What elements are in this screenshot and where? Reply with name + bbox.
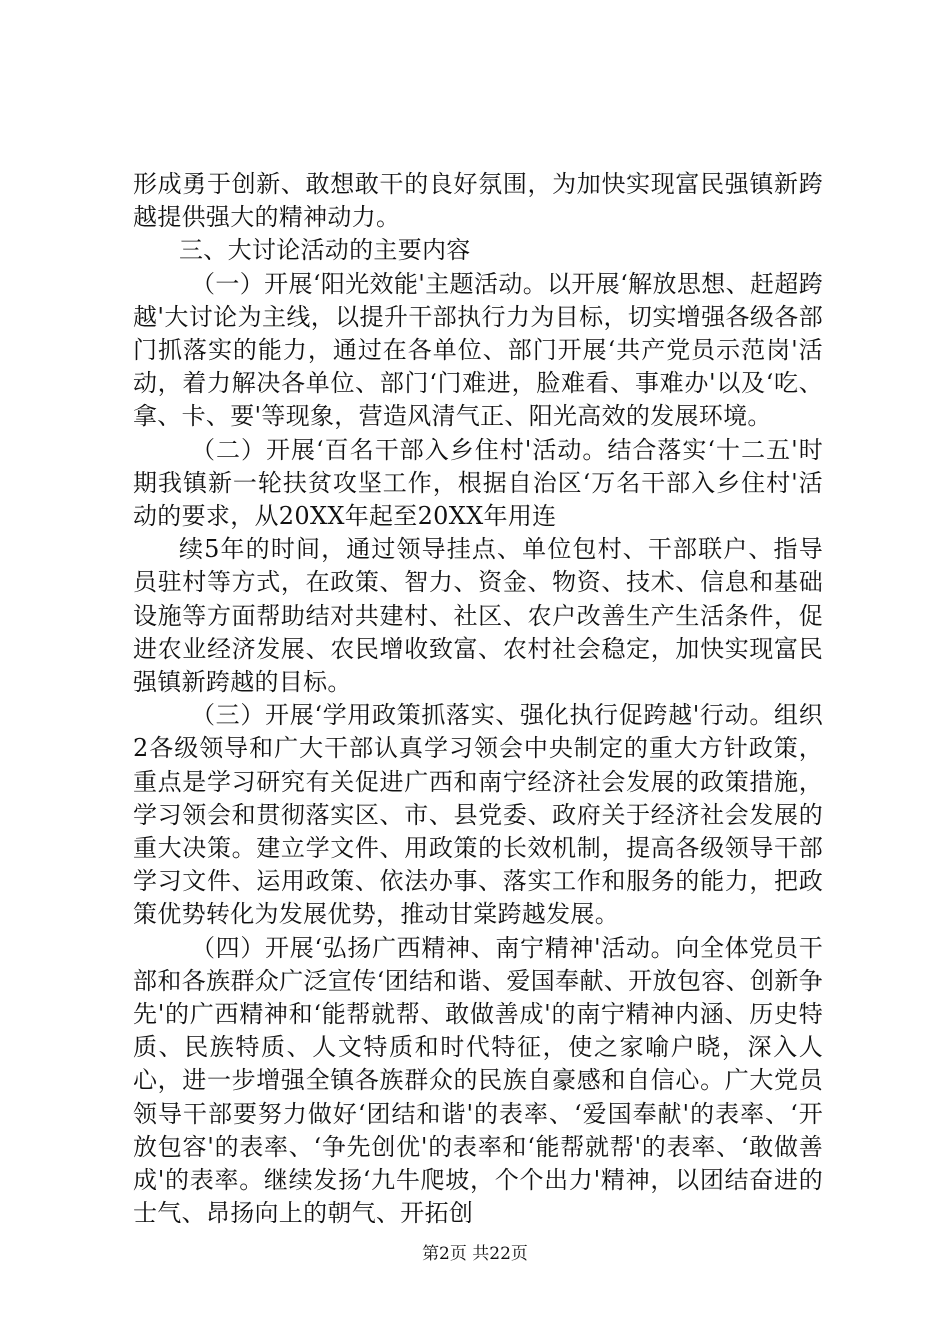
paragraph-continuation: 形成勇于创新、敢想敢干的良好氛围，为加快实现富民强镇新跨越提供强大的精神动力。 [133,170,823,232]
section-heading: 三、大讨论活动的主要内容 [179,236,471,265]
paragraph-item-1: （一）开展‘阳光效能'主题活动。以开展‘解放思想、赶超跨越'大讨论为主线，以提升干部执行力为目标，切实增强各级各部门抓落实的能力，通过在各单位、部门开展‘共产党员示范岗'活动，着力解决各单位、部门‘门难进，脸难看、事难办'以及‘吃、拿、卡、要'等现象，营造风清气正、阳光高效的发展环境。 [133,269,823,431]
paragraph-item-4: （四）开展‘弘扬广西精神、南宁精神'活动。向全体党员干部和各族群众广泛宣传‘团结和谐、爱国奉献、开放包容、创新争先'的广西精神和‘能帮就帮、敢做善成'的南宁精神内涵、历史特质、民族特质、人文特质和时代特征，使之家喻户晓，深入人心，进一步增强全镇各族群众的民族自豪感和自信心。广大党员领导干部要努力做好‘团结和谐'的表率、‘爱国奉献'的表率、‘开放包容'的表率、‘争先创优'的表率和‘能帮就帮'的表率、‘敢做善成'的表率。继续发扬‘九牛爬坡，个个出力'精神，以团结奋进的士气、昂扬向上的朝气、开拓创 [133,933,823,1228]
paragraph-item-3: （三）开展‘学用政策抓落实、强化执行促跨越'行动。组织2各级领导和广大干部认真学习领会中央制定的重大方针政策，重点是学习研究有关促进广西和南宁经济社会发展的政策措施，学习领会和贯彻落实区、市、县党委、政府关于经济社会发展的重大决策。建立学文件、用政策的长效机制，提高各级领导干部学习文件、运用政策、依法办事、落实工作和服务的能力，把政策优势转化为发展优势，推动甘棠跨越发展。 [133,701,823,929]
document-body [133,168,823,1231]
page-number-footer: 第2页 共22页 [422,1244,528,1264]
paragraph-item-2-continued: 续5年的时间，通过领导挂点、单位包村、干部联户、指导员驻村等方式，在政策、智力、资金、物资、技术、信息和基础设施等方面帮助结对共建村、社区、农户改善生产生活条件，促进农业经济发展、农民增收致富、农村社会稳定，加快实现富民强镇新跨越的目标。 [133,535,823,697]
paragraph-item-2: （二）开展‘百名干部入乡住村'活动。结合落实‘十二五'时期我镇新一轮扶贫攻坚工作，根据自治区‘万名干部入乡住村'活动的要求，从20XX年起至20XX年用连 [133,435,823,531]
